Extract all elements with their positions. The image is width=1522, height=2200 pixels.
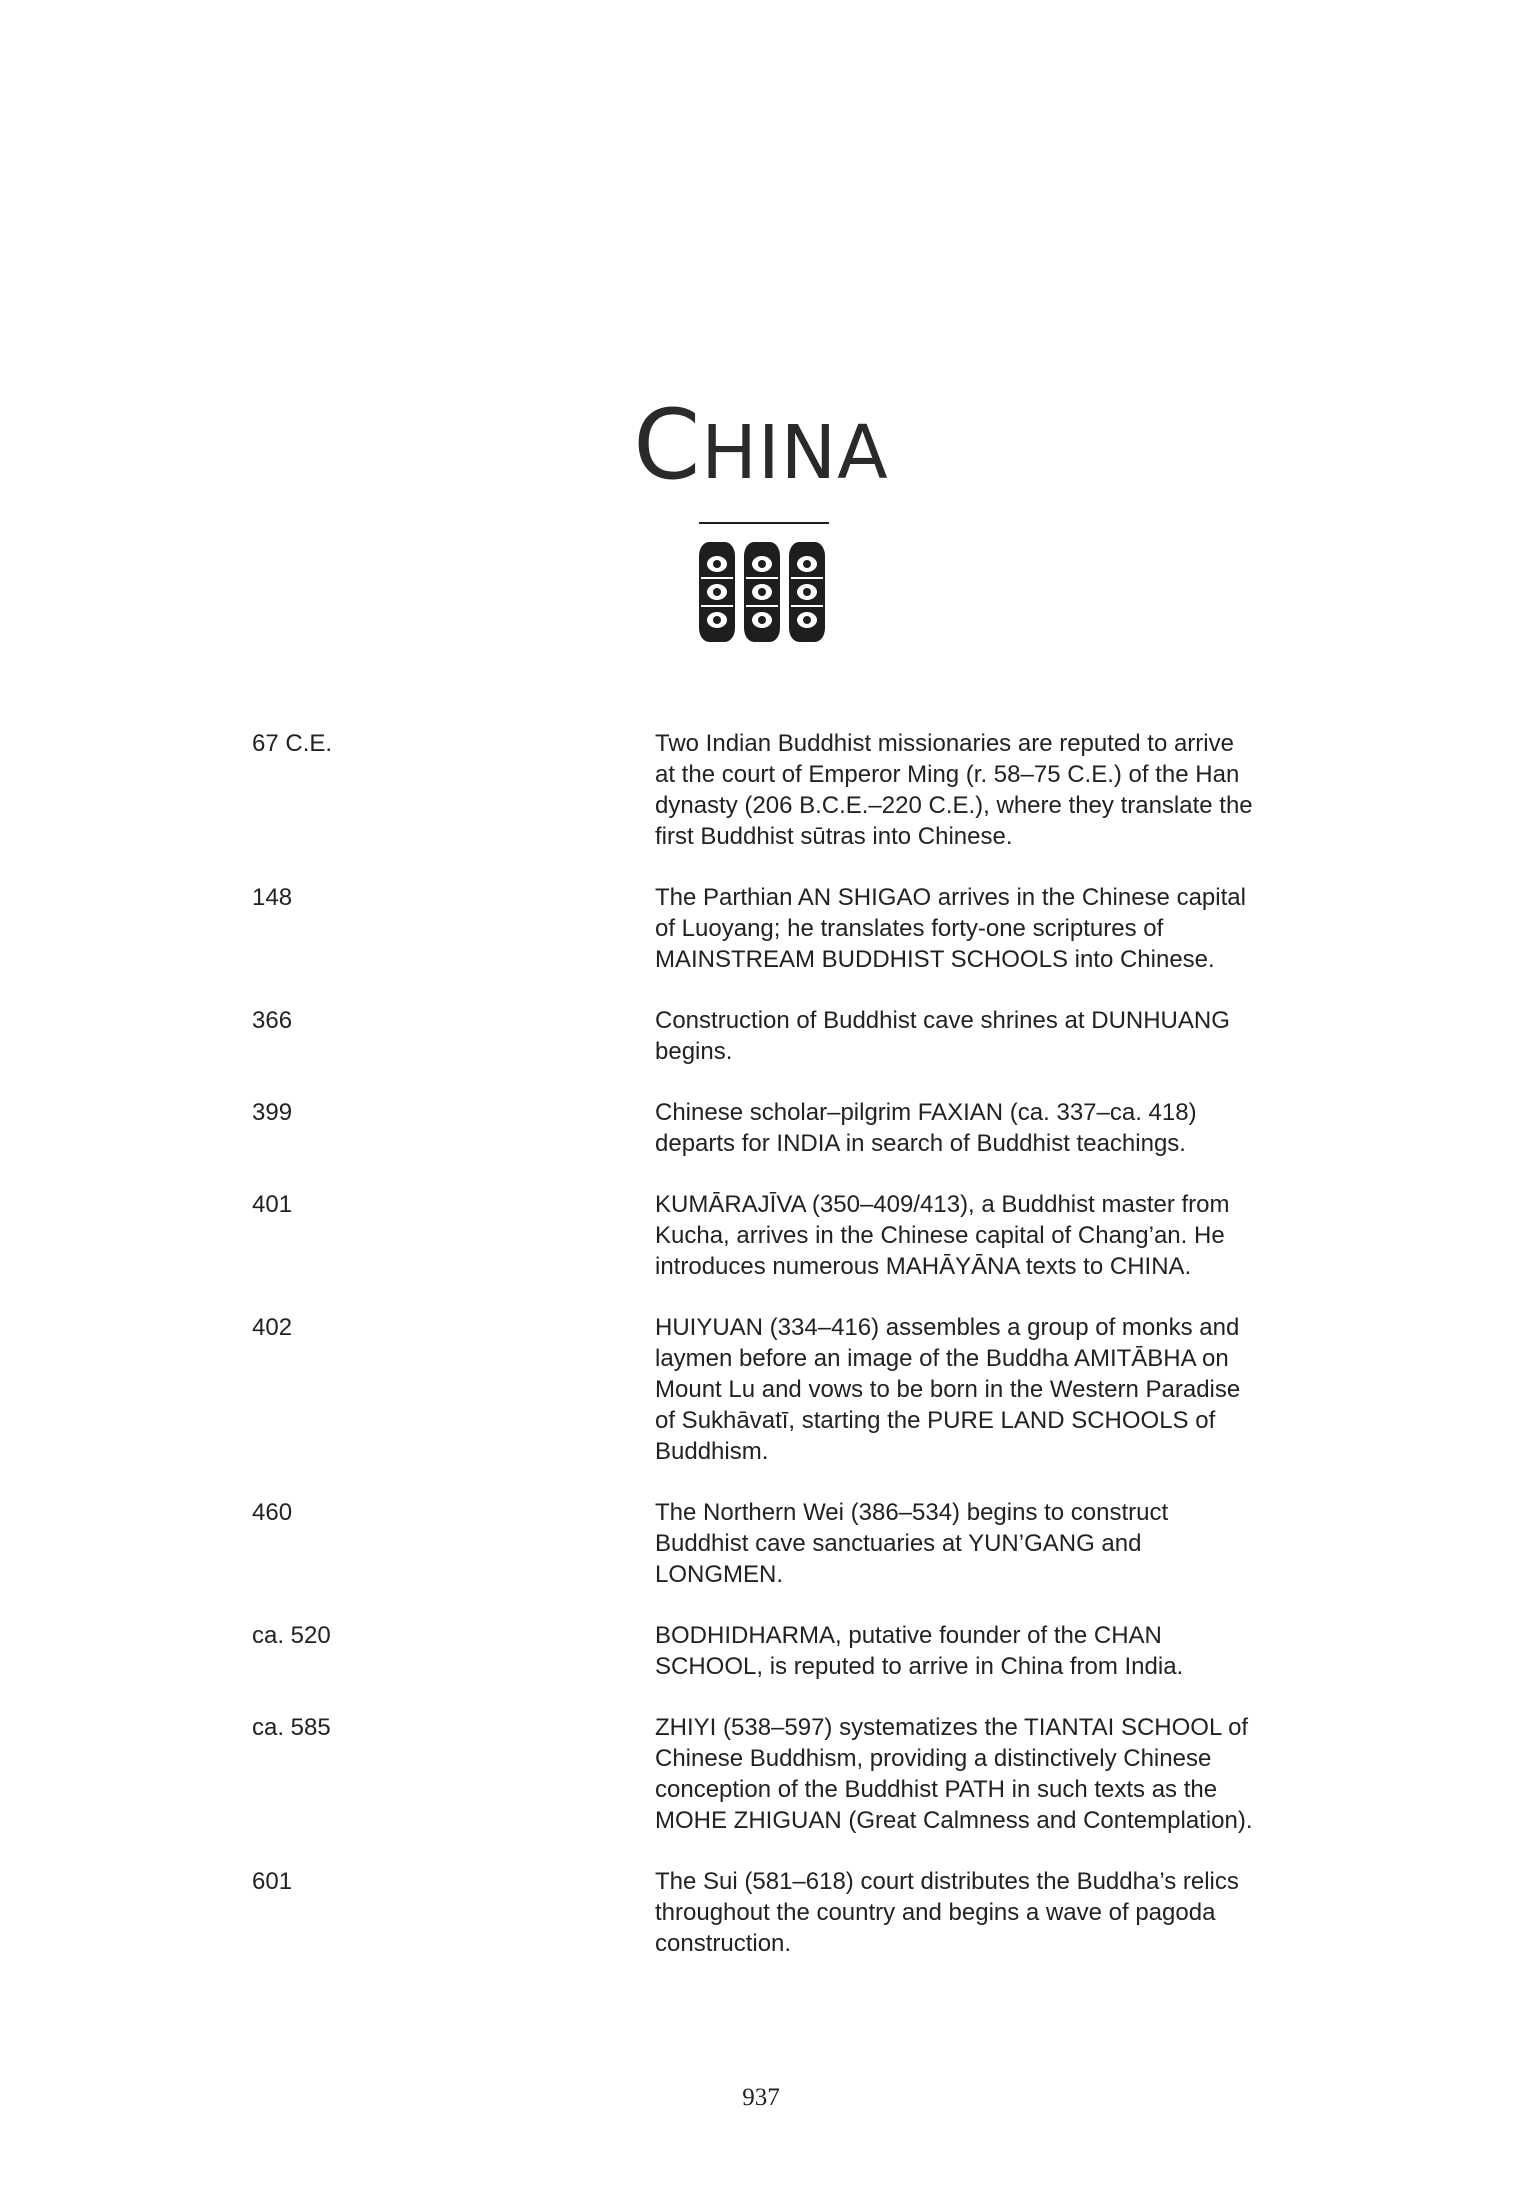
timeline-entry bbox=[252, 1189, 1262, 1282]
entry-text: The Sui (581–618) court distributes the Buddha’s relics throughout the country and begins a wave of pagoda construction. bbox=[655, 1868, 1239, 1957]
entry-date: 460 bbox=[252, 1499, 293, 1526]
page-title-rest: HINA bbox=[701, 410, 889, 496]
timeline-entry bbox=[252, 1005, 1262, 1067]
entry-date: 401 bbox=[252, 1191, 293, 1218]
entry-date: 399 bbox=[252, 1099, 293, 1126]
timeline-entry bbox=[252, 1620, 1262, 1682]
page-number: 937 bbox=[742, 2084, 780, 2111]
timeline-entry bbox=[252, 1866, 1262, 1959]
entry-date: 402 bbox=[252, 1314, 293, 1341]
entry-date: ca. 585 bbox=[252, 1714, 331, 1741]
entry-text: Two Indian Buddhist missionaries are reputed to arrive at the court of Emperor Ming (r. 58–75 C.E.) of the Han dynasty (206 B.C.E.–220 C.E.), where they translate the first Buddhist sūtras into Chinese. bbox=[655, 730, 1253, 850]
entry-text: ZHIYI (538–597) systematizes the TIANTAI SCHOOL of Chinese Buddhism, providing a distinctively Chinese conception of the Buddhist PATH in such texts as the MOHE ZHIGUAN (Great Calmness and Contemplation). bbox=[655, 1714, 1253, 1834]
bead-icon bbox=[699, 542, 735, 642]
three-beads-ornament-icon bbox=[695, 540, 829, 644]
entry-date: 366 bbox=[252, 1007, 293, 1034]
page-title-initial: C bbox=[633, 389, 702, 501]
timeline-entry bbox=[252, 1497, 1262, 1590]
entry-date: 601 bbox=[252, 1868, 293, 1895]
timeline-entry bbox=[252, 728, 1262, 852]
entry-text: Construction of Buddhist cave shrines at DUNHUANG begins. bbox=[655, 1007, 1230, 1065]
title-rule bbox=[699, 522, 829, 524]
entry-text: Chinese scholar–pilgrim FAXIAN (ca. 337–ca. 418) departs for INDIA in search of Buddhist teachings. bbox=[655, 1099, 1197, 1157]
timeline-entry bbox=[252, 1312, 1262, 1467]
entry-text: The Parthian AN SHIGAO arrives in the Chinese capital of Luoyang; he translates forty-one scriptures of MAINSTREAM BUDDHIST SCHOOLS into Chinese. bbox=[655, 884, 1246, 973]
page-title bbox=[0, 389, 1522, 503]
entry-text: The Northern Wei (386–534) begins to construct Buddhist cave sanctuaries at YUN’GANG and LONGMEN. bbox=[655, 1499, 1169, 1588]
entry-date: ca. 520 bbox=[252, 1622, 331, 1649]
bead-icon bbox=[789, 542, 825, 642]
bead-icon bbox=[744, 542, 780, 642]
timeline-entry bbox=[252, 1712, 1262, 1836]
timeline bbox=[252, 728, 1262, 1989]
entry-date: 148 bbox=[252, 884, 293, 911]
timeline-entry bbox=[252, 1097, 1262, 1159]
entry-text: BODHIDHARMA, putative founder of the CHAN SCHOOL, is reputed to arrive in China from India. bbox=[655, 1622, 1184, 1680]
entry-text: KUMĀRAJĪVA (350–409/413), a Buddhist master from Kucha, arrives in the Chinese capital of Chang’an. He introduces numerous MAHĀYĀNA texts to CHINA. bbox=[655, 1191, 1230, 1280]
entry-date: 67 C.E. bbox=[252, 730, 333, 757]
entry-text: HUIYUAN (334–416) assembles a group of monks and laymen before an image of the Buddha AMITĀBHA on Mount Lu and vows to be born in the Western Paradise of Sukhāvatī, starting the PURE LAND SCHOOLS of Buddhism. bbox=[655, 1314, 1241, 1465]
timeline-entry bbox=[252, 882, 1262, 975]
